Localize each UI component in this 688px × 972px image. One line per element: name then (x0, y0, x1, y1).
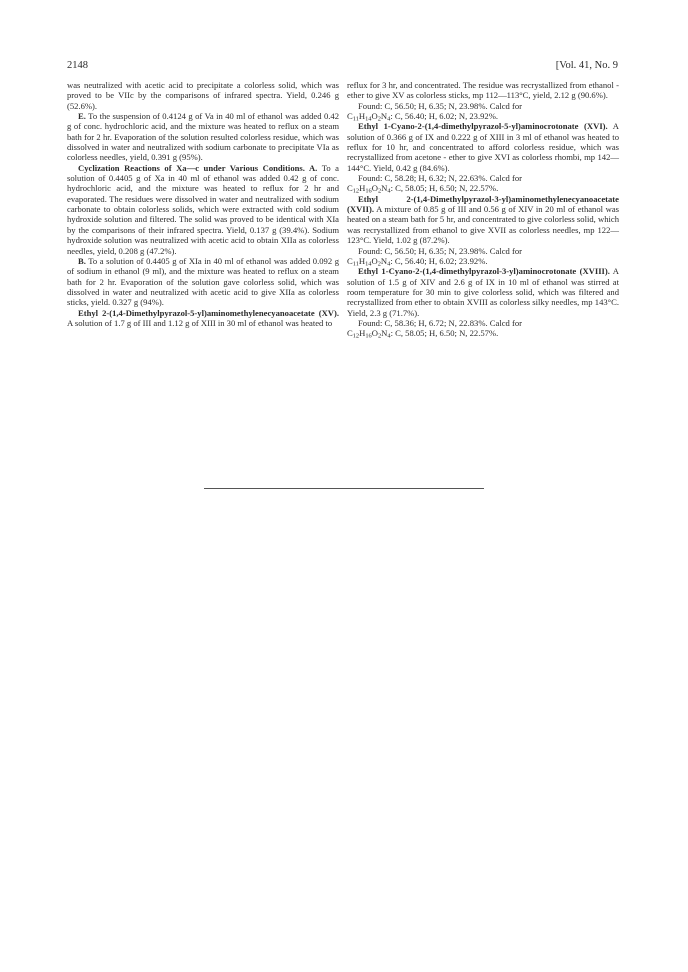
page-number: 2148 (67, 60, 88, 71)
paragraph: B. To a solution of 0.4405 g of XIa in 40 ml of ethanol was added 0.092 g of sodium in ethanol (9 ml), and the mixture was heated to reflux on a steam bath for 2 hr. Evaporation of the solution gave colorless solid, which was dissolved in water and neutralized with acetic acid to give XIIa as colorless sticks, yield. 0.327 g (94%). (67, 255, 339, 308)
paragraph: reflux for 3 hr, and concentrated. The residue was recrystallized from ethanol - ether to give XV as colorless sticks, mp 112—113°C, yield, 2.12 g (90.6%). (347, 80, 619, 101)
paragraph: E. To the suspension of 0.4124 g of Va in 40 ml of ethanol was added 0.42 g of conc. hydrochloric acid, and the mixture was heated to reflux on a steam bath for 2 hr. Evaporation of the solution resulted colorless residue, which was dissolved in water and neutralized with sodium carbonate to precipitate VIa as colorless needles, yield, 0.391 g (95%). (67, 111, 339, 163)
compound-heading: Ethyl 2-(1,4-Dimethylpyrazol-5-yl)aminomethylenecyanoacetate (XV). (78, 307, 339, 318)
end-rule (204, 488, 484, 489)
molecular-formula: $C_{11}H_{14}O_2N_4$ (347, 255, 391, 268)
paragraph: was neutralized with acetic acid to precipitate a colorless solid, which was proved to be VIIc by the comparisons of infrared spectra. Yield, 0.246 g (52.6%). (67, 80, 339, 111)
section-label: A. (304, 162, 318, 173)
elemental-analysis: Found: C, 56.50; H, 6.35; N, 23.98%. Calcd for $C_{11}H_{14}O_2N_4$: C, 56.40; H, 6.02; N, 23.92%. (347, 100, 522, 123)
compound-heading: Ethyl 2-(1,4-Dimethylpyrazol-3-yl)aminomethylenecyanoacetate (XVII). (347, 193, 619, 215)
left-column (67, 80, 339, 328)
section-label: E. (78, 111, 86, 122)
right-column (347, 80, 619, 339)
molecular-formula: $C_{12}H_{16}O_2N_4$ (347, 183, 391, 195)
molecular-formula: $C_{11}H_{14}O_2N_4$ (347, 111, 391, 123)
paragraph: Cyclization Reactions of Xa—c under Various Conditions. A. To a solution of 0.4405 g of Xa in 40 ml of ethanol was added 0.42 g of conc. hydrochloric acid, and the mixture was heated to reflux for 2 hr and evaporated. The residues were dissolved in water and neutralized with sodium carbonate to obtain colorless solids, which were extracted with cold sodium hydroxide solution and filtered. The solid was proved to be identical with XIa by the comparisons of their infrared spectra. Yield, 0.137 g (39.4%). Sodium hydroxide solution was neutralized with acetic acid to obtain XIIa as colorless needles, yield, 0.208 g (47.2%). (67, 162, 339, 256)
compound-heading: Ethyl 1-Cyano-2-(1,4-dimethylpyrazol-5-yl)aminocrotonate (XVI). (358, 121, 608, 132)
paragraph: Ethyl 1-Cyano-2-(1,4-dimethylpyrazol-3-yl)aminocrotonate (XVIII). A solution of 1.5 g of XIV and 2.6 g of IX in 10 ml of ethanol was stirred at room temperature for 30 min to give colorless solid, which was filtered and recrystallized from ether to obtain XVIII as colorless silky needles, mp 143°C. Yield, 2.3 g (71.7%). (347, 266, 619, 318)
molecular-formula: $C_{12}H_{16}O_2N_4$ (347, 328, 391, 340)
paragraph: Ethyl 2-(1,4-Dimethylpyrazol-5-yl)aminomethylenecyanoacetate (XV). A solution of 1.7 g of III and 1.12 g of XIII in 30 ml of ethanol was heated to (67, 307, 339, 328)
elemental-analysis: Found: C, 56.50; H, 6.35; N, 23.98%. Calcd for $C_{11}H_{14}O_2N_4$: C, 56.40; H, 6.02; 23.92%. (347, 245, 522, 268)
elemental-analysis: Found: C, 58.36; H, 6.72; N, 22.83%. Calcd for $C_{12}H_{16}O_2N_4$: C, 58.05; H, 6.50; N, 22.57%. (347, 317, 522, 340)
elemental-analysis: Found: C, 58.28; H, 6.32; N, 22.63%. Calcd for $C_{12}H_{16}O_2N_4$: C, 58.05; H, 6.50; N, 22.57%. (347, 173, 522, 195)
section-label: B. (78, 255, 86, 266)
paragraph: Ethyl 1-Cyano-2-(1,4-dimethylpyrazol-5-yl)aminocrotonate (XVI). A solution of 0.366 g of IX and 0.222 g of XIII in 3 ml of ethanol was heated to reflux for 10 hr, and concentrated to afford colorless residue, which was recrystallized from acetone - ether to give XVI as colorless rhombi, mp 142—144°C. Yield, 0.42 g (84.6%). (347, 121, 619, 173)
paragraph: Ethyl 2-(1,4-Dimethylpyrazol-3-yl)aminomethylenecyanoacetate (XVII). A mixture of 0.85 g of III and 0.56 g of XIV in 20 ml of ethanol was heated on a steam bath for 5 hr, and concentrated to give colorless solid, which was recrystallized from ethanol to give XVII as colorless needles, mp 122—123°C. Yield, 1.02 g (87.2%). (347, 193, 619, 246)
page-header (67, 60, 618, 74)
journal-reference: [Vol. 41, No. 9 (555, 60, 618, 71)
compound-heading: Ethyl 1-Cyano-2-(1,4-dimethylpyrazol-3-yl)aminocrotonate (XVIII). (358, 266, 610, 277)
section-heading: Cyclization Reactions of Xa—c under Various Conditions. (78, 162, 305, 173)
